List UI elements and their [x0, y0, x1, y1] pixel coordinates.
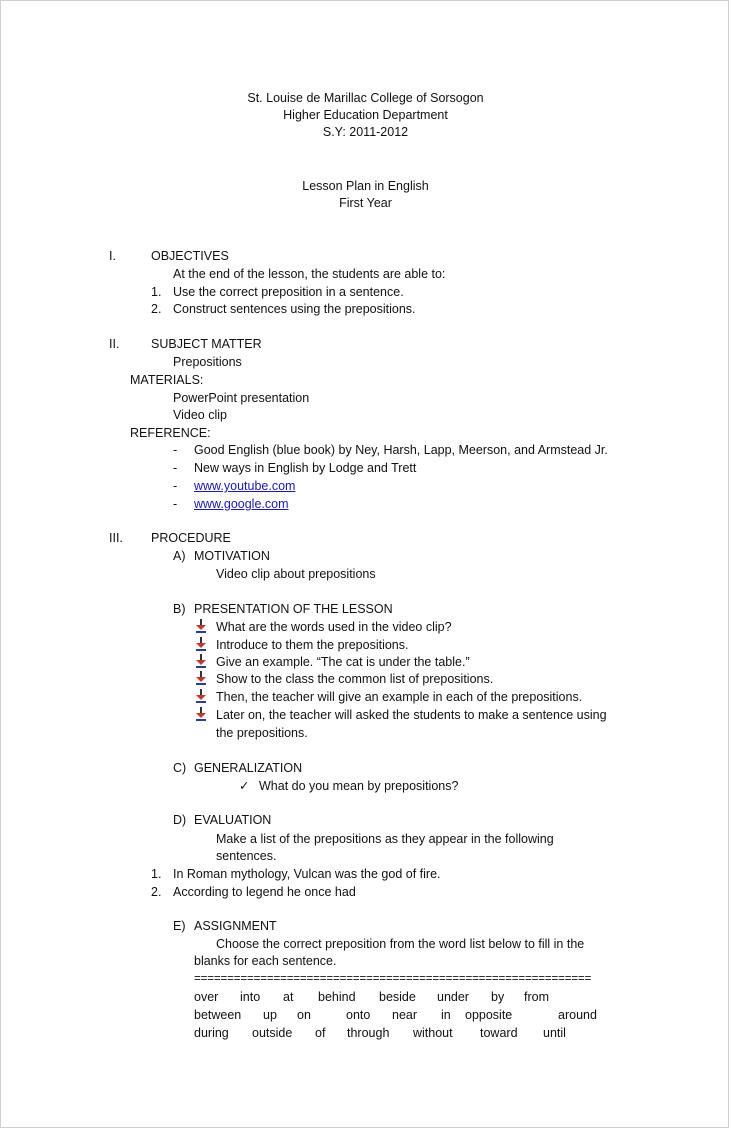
word-item: behind — [318, 990, 356, 1004]
arrow-bullet-icon — [195, 637, 207, 651]
section-heading-procedure: PROCEDURE — [151, 531, 231, 545]
section-numeral: II. — [109, 337, 120, 351]
motivation-text: Video clip about prepositions — [216, 567, 376, 581]
arrow-bullet-icon — [195, 654, 207, 668]
word-item: into — [240, 990, 261, 1004]
arrow-bullet-icon — [195, 619, 207, 633]
list-dash: - — [173, 461, 178, 475]
word-item: during — [194, 1026, 229, 1040]
school-year: S.Y: 2011-2012 — [322, 125, 409, 139]
subsection-letter: A) — [173, 549, 186, 563]
presentation-bullet: Show to the class the common list of prepositions. — [216, 672, 494, 686]
materials-label: MATERIALS: — [130, 373, 204, 387]
reference-item: New ways in English by Lodge and Trett — [194, 461, 417, 475]
word-item: outside — [252, 1026, 293, 1040]
section-numeral: III. — [109, 531, 123, 545]
word-item: in — [441, 1008, 451, 1022]
material-item: PowerPoint presentation — [173, 391, 310, 405]
presentation-bullet: Later on, the teacher will asked the students to make a sentence using — [216, 708, 607, 722]
word-list-row — [1, 989, 729, 1005]
list-number: 2. — [151, 302, 162, 316]
section-numeral: I. — [109, 249, 116, 263]
evaluation-instruction: Make a list of the prepositions as they appear in the following — [216, 832, 554, 846]
subsection-heading-evaluation: EVALUATION — [194, 813, 272, 827]
subsection-heading-assignment: ASSIGNMENT — [194, 919, 277, 933]
word-item: near — [392, 1008, 418, 1022]
word-item: without — [413, 1026, 453, 1040]
arrow-bullet-icon — [195, 671, 207, 685]
list-number: 1. — [151, 867, 162, 881]
presentation-bullet: Introduce to them the prepositions. — [216, 638, 409, 652]
list-dash: - — [173, 479, 178, 493]
school-name: St. Louise de Marillac College of Sorsogon — [247, 91, 484, 105]
subsection-letter: E) — [173, 919, 186, 933]
arrow-bullet-icon — [195, 689, 207, 703]
list-dash: - — [173, 497, 178, 511]
word-item: around — [558, 1008, 597, 1022]
reference-item: Good English (blue book) by Ney, Harsh, Lapp, Meerson, and Armstead Jr. — [194, 443, 608, 457]
section-heading-subject-matter: SUBJECT MATTER — [151, 337, 262, 351]
word-item: between — [194, 1008, 242, 1022]
word-item: from — [524, 990, 549, 1004]
word-item: at — [283, 990, 294, 1004]
word-item: of — [315, 1026, 326, 1040]
subsection-heading-generalization: GENERALIZATION — [194, 761, 303, 775]
evaluation-sentence: In Roman mythology, Vulcan was the god of fire. — [173, 867, 441, 881]
word-item: until — [543, 1026, 566, 1040]
youtube-link[interactable]: www.youtube.com — [194, 479, 296, 493]
generalization-question: What do you mean by prepositions? — [259, 779, 459, 793]
list-dash: - — [173, 443, 178, 457]
evaluation-instruction-continuation: sentences. — [216, 849, 277, 863]
section-heading-objectives: OBJECTIVES — [151, 249, 229, 263]
subsection-letter: D) — [173, 813, 187, 827]
presentation-bullet-continuation: the prepositions. — [216, 726, 308, 740]
objectives-intro: At the end of the lesson, the students are able to: — [173, 267, 446, 281]
evaluation-sentence: According to legend he once had — [173, 885, 356, 899]
objective-item: Use the correct preposition in a sentence. — [173, 285, 404, 299]
word-item: by — [491, 990, 505, 1004]
word-item: over — [194, 990, 219, 1004]
subsection-heading-motivation: MOTIVATION — [194, 549, 270, 563]
word-item: up — [263, 1008, 277, 1022]
objective-item: Construct sentences using the prepositions. — [173, 302, 416, 316]
word-list-row — [1, 1025, 729, 1041]
subsection-letter: B) — [173, 602, 186, 616]
assignment-instruction-continuation: blanks for each sentence. — [194, 954, 337, 968]
subject-topic: Prepositions — [173, 355, 242, 369]
grade-level: First Year — [339, 196, 392, 210]
word-list-row — [1, 1007, 729, 1023]
subsection-heading-presentation: PRESENTATION OF THE LESSON — [194, 602, 393, 616]
separator-line: ============================================================ — [194, 972, 592, 985]
word-item: through — [347, 1026, 390, 1040]
presentation-bullet: What are the words used in the video clip? — [216, 620, 452, 634]
word-item: under — [437, 990, 469, 1004]
presentation-bullet: Give an example. “The cat is under the table.” — [216, 655, 470, 669]
department-name: Higher Education Department — [283, 108, 448, 122]
assignment-instruction: Choose the correct preposition from the word list below to fill in the — [216, 937, 585, 951]
reference-label: REFERENCE: — [130, 426, 211, 440]
check-icon: ✓ — [239, 779, 250, 793]
word-item: onto — [346, 1008, 371, 1022]
word-item: on — [297, 1008, 311, 1022]
arrow-bullet-icon — [195, 707, 207, 721]
subsection-letter: C) — [173, 761, 187, 775]
list-number: 2. — [151, 885, 162, 899]
word-item: toward — [480, 1026, 518, 1040]
material-item: Video clip — [173, 408, 227, 422]
word-item: beside — [379, 990, 416, 1004]
google-link[interactable]: www.google.com — [194, 497, 289, 511]
list-number: 1. — [151, 285, 162, 299]
presentation-bullet: Then, the teacher will give an example in each of the prepositions. — [216, 690, 583, 704]
document-title: Lesson Plan in English — [302, 179, 429, 193]
word-item: opposite — [465, 1008, 513, 1022]
